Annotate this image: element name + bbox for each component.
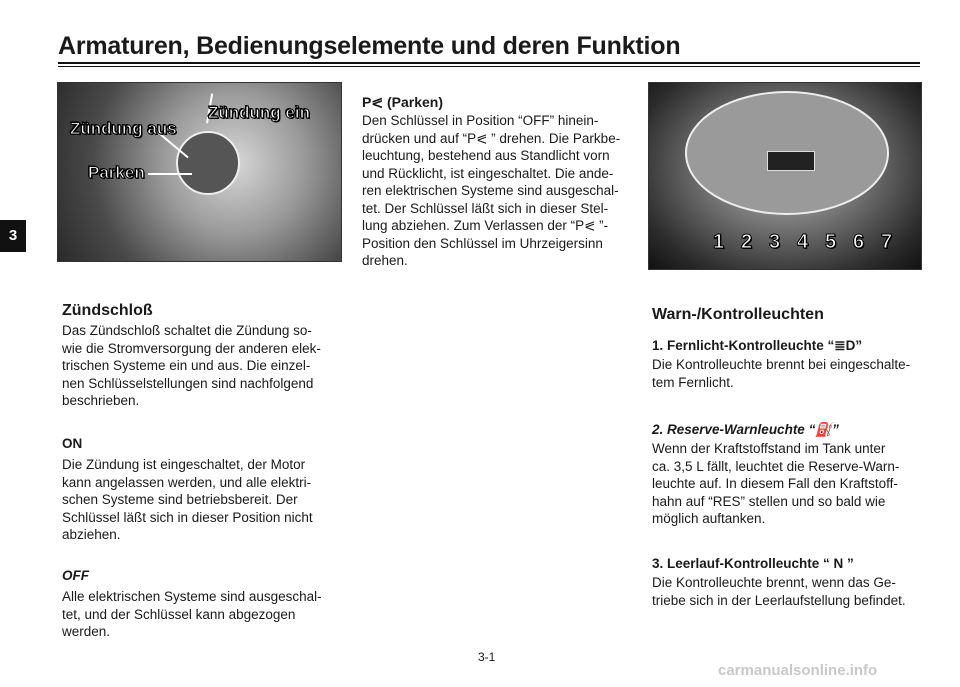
warn-item-1-title: 1. Fernlicht-Kontrolleuchte “≣D” (652, 338, 863, 353)
ignition-lock-image (176, 131, 240, 195)
title-rule (58, 62, 920, 64)
zuendschloss-text: Das Zündschloß schaltet die Zündung so- wie die Stromversorgung der anderen elek- trischen Systeme ein und aus. Die einzel- nen Schlüsselstellungen sind nachfolgend beschrieben. (62, 323, 321, 408)
on-text: Die Zündung ist eingeschaltet, der Motor kann angelassen werden, und alle elektri- schen Systeme sind betriebsbereit. Der Schlüssel läßt sich in dieser Position nicht abziehen. (62, 457, 313, 542)
warn-item-3-title: 3. Leerlauf-Kontrolleuchte “ N ” (652, 556, 854, 571)
cluster-number-2: 2 (741, 231, 753, 253)
label-zuendung-ein: Zündung ein (208, 103, 310, 122)
parken-text: Den Schlüssel in Position “OFF” hinein- drücken und auf “P⪕ ” drehen. Die Parkbe- leuchtung, bestehend aus Standlicht vorn und Rücklicht, ist eingeschaltet. Die ande- ren elektrischen Systeme sind ausgeschal- tet. Der Schlüssel läßt sich in dieser Stel- lung abziehen. Zum Verlassen der “P⪕ ”- Position den Schlüssel im Uhrzeigersinn drehen. (362, 113, 621, 268)
watermark: carmanualsonline.info (718, 662, 878, 679)
label-parken: Parken (88, 163, 145, 182)
cluster-number-1: 1 (713, 231, 725, 253)
cluster-number-5: 5 (825, 231, 837, 253)
odometer-display (767, 151, 815, 171)
instrument-cluster-photo (648, 82, 922, 270)
page-number: 3-1 (478, 650, 496, 664)
warn-item-2-text: Wenn der Kraftstoffstand im Tank unter ca. 3,5 L fällt, leuchtet die Reserve-Warn- leuchte auf. In diesem Fall den Kraftstoff- hahn auf “RES” stellen und so bald wie möglich auftanken. (652, 441, 900, 526)
warn-item-1-text: Die Kontrolleuchte brennt bei eingeschalte- tem Fernlicht. (652, 357, 911, 390)
zuendschloss-heading: Zündschloß (62, 302, 153, 319)
off-text: Alle elektrischen Systeme sind ausgeschal- tet, und der Schlüssel kann abgezogen werden. (62, 589, 322, 639)
cluster-number-4: 4 (797, 231, 809, 253)
title-rule-thin (58, 66, 920, 67)
cluster-number-6: 6 (853, 231, 865, 253)
ignition-switch-photo (57, 82, 342, 262)
warn-item-3-text: Die Kontrolleuchte brennt, wenn das Ge- triebe sich in der Leerlaufstellung befindet. (652, 575, 906, 608)
off-heading: OFF (62, 568, 89, 583)
pointer-line-parken (148, 173, 192, 175)
on-heading: ON (62, 436, 83, 451)
parken-heading: P⪕ (Parken) (362, 94, 443, 110)
warn-heading: Warn-/Kontrolleuchten (652, 306, 824, 323)
warn-item-2-title: 2. Reserve-Warnleuchte “⛽” (652, 422, 839, 437)
label-zuendung-aus: Zündung aus (70, 119, 177, 138)
cluster-number-7: 7 (881, 231, 893, 253)
cluster-number-3: 3 (769, 231, 781, 253)
page-title: Armaturen, Bedienungselemente und deren Funktion (58, 32, 681, 60)
section-tab: 3 (0, 220, 26, 252)
